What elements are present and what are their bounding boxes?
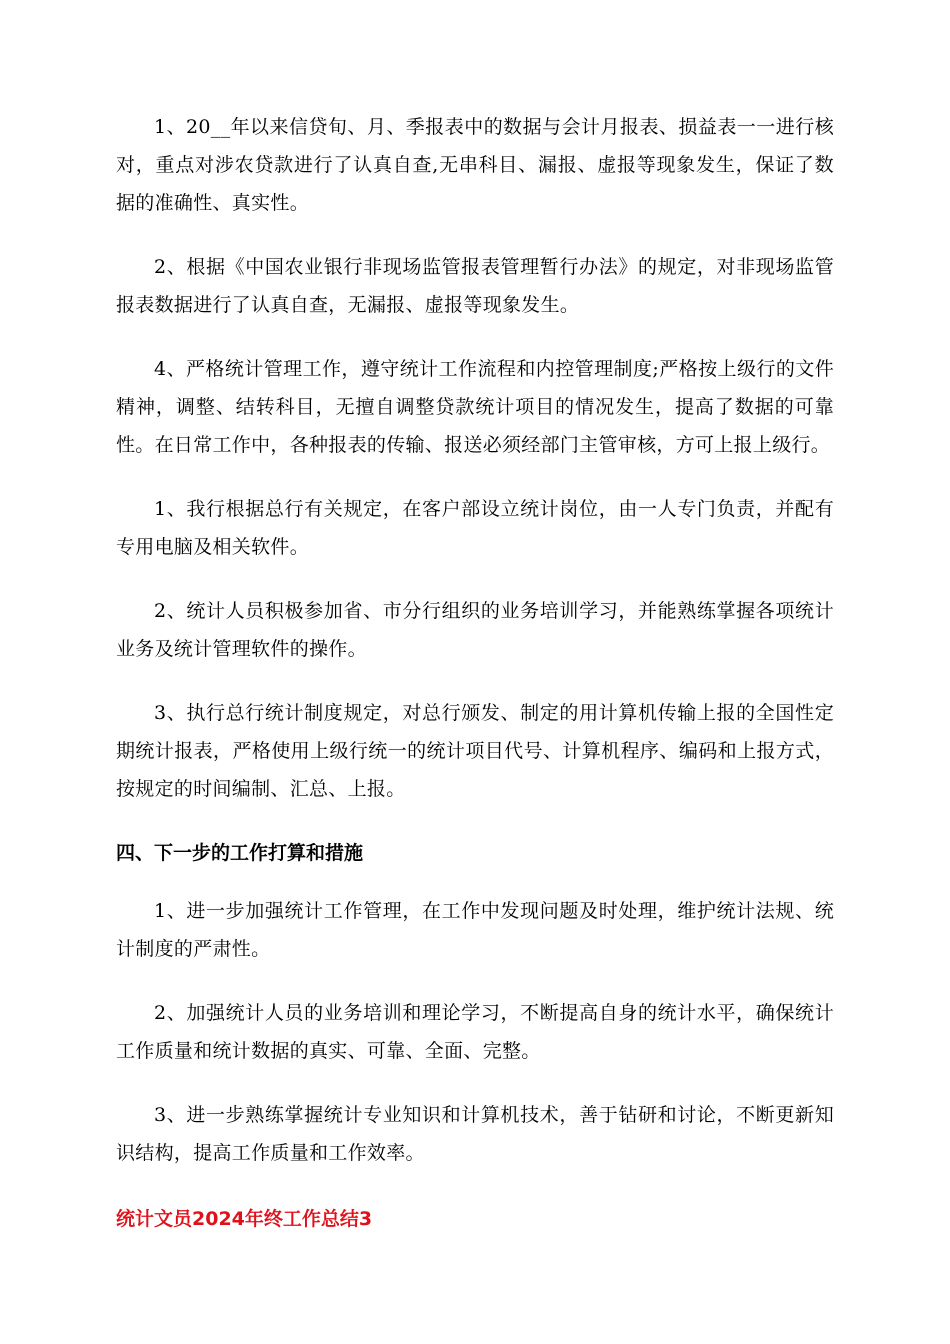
paragraph: 3、执行总行统计制度规定，对总行颁发、制定的用计算机传输上报的全国性定期统计报表，严格使用上级行统一的统计项目代号、计算机程序、编码和上报方式，按规定的时间编制、汇总、上报。	[116, 702, 834, 800]
document-page	[116, 108, 834, 1238]
paragraph: 1、20__年以来信贷旬、月、季报表中的数据与会计月报表、损益表一一进行核对，重点对涉农贷款进行了认真自查,无串科目、漏报、虚报等现象发生，保证了数据的准确性、真实性。	[116, 116, 834, 214]
paragraph: 4、严格统计管理工作，遵守统计工作流程和内控管理制度;严格按上级行的文件精神，调整、结转科目，无擅自调整贷款统计项目的情况发生，提高了数据的可靠性。在日常工作中，各种报表的传输、报送必须经部门主管审核，方可上报上级行。	[116, 358, 834, 456]
paragraph: 2、加强统计人员的业务培训和理论学习，不断提高自身的统计水平，确保统计工作质量和统计数据的真实、可靠、全面、完整。	[116, 1002, 834, 1062]
paragraph: 1、我行根据总行有关规定，在客户部设立统计岗位，由一人专门负责，并配有专用电脑及相关软件。	[116, 498, 834, 558]
paragraph: 2、统计人员积极参加省、市分行组织的业务培训学习，并能熟练掌握各项统计业务及统计管理软件的操作。	[116, 600, 834, 660]
paragraph: 1、进一步加强统计工作管理，在工作中发现问题及时处理，维护统计法规、统计制度的严肃性。	[116, 900, 834, 960]
paragraph: 3、进一步熟练掌握统计专业知识和计算机技术，善于钻研和讨论，不断更新知识结构，提高工作质量和工作效率。	[116, 1104, 834, 1164]
next-section-title: 统计文员2024年终工作总结3	[116, 1208, 373, 1230]
paragraph: 2、根据《中国农业银行非现场监管报表管理暂行办法》的规定，对非现场监管报表数据进行了认真自查，无漏报、虚报等现象发生。	[116, 256, 834, 316]
section-heading: 四、下一步的工作打算和措施	[116, 842, 364, 864]
